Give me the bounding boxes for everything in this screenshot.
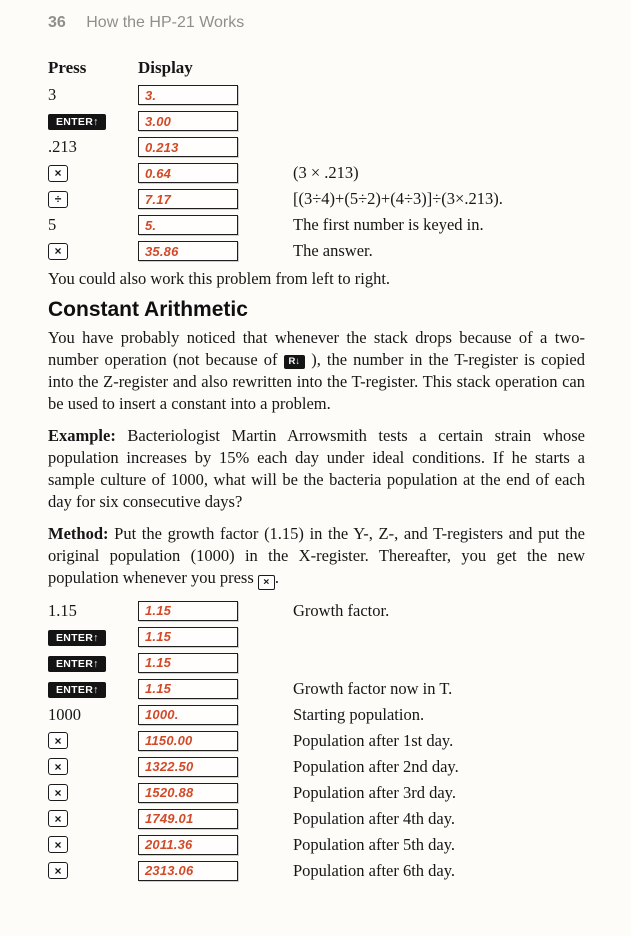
row-note: Starting population. xyxy=(293,704,425,724)
table-row xyxy=(48,624,585,650)
row-note: Population after 5th day. xyxy=(293,834,456,854)
calculator-display: 3. xyxy=(138,85,238,105)
table-row xyxy=(48,186,585,212)
multiply-key: × xyxy=(48,836,68,853)
calculator-display: 1520.88 xyxy=(138,783,238,803)
method-label: Method: xyxy=(48,524,109,543)
calculator-display: 0.64 xyxy=(138,163,238,183)
row-note: Population after 6th day. xyxy=(293,860,456,880)
table-row xyxy=(48,160,585,186)
row-note: The answer. xyxy=(293,241,373,260)
calculator-display: 1322.50 xyxy=(138,757,238,777)
table-row xyxy=(48,650,585,676)
example-label: Example: xyxy=(48,426,116,445)
table-row xyxy=(48,858,585,884)
divide-key: ÷ xyxy=(48,191,68,208)
multiply-key: × xyxy=(48,810,68,827)
roll-down-key: R↓ xyxy=(284,355,306,369)
calculator-display: 2011.36 xyxy=(138,835,238,855)
multiply-key: × xyxy=(48,758,68,775)
keystroke-table-2 xyxy=(48,598,585,884)
row-note: Growth factor. xyxy=(293,600,390,620)
calculator-display: 1.15 xyxy=(138,679,238,699)
enter-key: ENTER↑ xyxy=(48,682,106,699)
press-column-header: Press xyxy=(48,58,87,77)
table-row xyxy=(48,598,585,624)
calculator-display: 1.15 xyxy=(138,627,238,647)
enter-key: ENTER↑ xyxy=(48,630,106,647)
calculator-display: 1749.01 xyxy=(138,809,238,829)
row-note: The first number is keyed in. xyxy=(293,215,484,234)
keystroke-table-1 xyxy=(48,56,585,264)
page-number: 36 xyxy=(48,14,66,31)
table-row xyxy=(48,108,585,134)
row-note: [(3÷4)+(5÷2)+(4÷3)]÷(3×.213). xyxy=(293,189,503,208)
table-row xyxy=(48,676,585,702)
section-heading: Constant Arithmetic xyxy=(48,298,248,321)
table-row xyxy=(48,832,585,858)
calculator-display: 1.15 xyxy=(138,653,238,673)
table-row xyxy=(48,780,585,806)
multiply-key: × xyxy=(48,784,68,801)
calculator-display: 5. xyxy=(138,215,238,235)
multiply-key: × xyxy=(48,862,68,879)
multiply-key: × xyxy=(48,243,68,260)
calculator-display: 0.213 xyxy=(138,137,238,157)
row-note: Population after 4th day. xyxy=(293,808,456,828)
multiply-key: × xyxy=(48,732,68,749)
calculator-display: 7.17 xyxy=(138,189,238,209)
calculator-display: 1.15 xyxy=(138,601,238,621)
table-row xyxy=(48,212,585,238)
press-digit: 3 xyxy=(48,85,57,104)
table-row xyxy=(48,82,585,108)
press-digit: 5 xyxy=(48,215,57,234)
press-digit: 1000 xyxy=(48,704,81,724)
row-note: (3 × .213) xyxy=(293,163,359,182)
table-row xyxy=(48,702,585,728)
display-column-header: Display xyxy=(138,58,193,77)
calculator-display: 2313.06 xyxy=(138,861,238,881)
intro-paragraph: You have probably noticed that whenever the stack drops because of a two-number operation (not because of R↓ ), the number in the T-register is copied into the Z-register and also rewritten into the T-register. This stack operation can be used to insert a constant into a problem. xyxy=(48,328,585,413)
calculator-display: 35.86 xyxy=(138,241,238,261)
calculator-display: 3.00 xyxy=(138,111,238,131)
table-row xyxy=(48,238,585,264)
row-note: Growth factor now in T. xyxy=(293,678,453,698)
press-digit: 1.15 xyxy=(48,600,77,620)
row-note: Population after 2nd day. xyxy=(293,756,459,776)
enter-key: ENTER↑ xyxy=(48,656,106,673)
multiply-key: × xyxy=(48,165,68,182)
row-note: Population after 1st day. xyxy=(293,730,454,750)
table-row xyxy=(48,728,585,754)
page-title: How the HP-21 Works xyxy=(86,14,245,31)
method-paragraph: Method: Put the growth factor (1.15) in the Y-, Z-, and T-registers and put the original population (1000) in the X-register. Thereafter, you get the new population whenever you press × . xyxy=(48,524,585,588)
running-header xyxy=(48,14,585,32)
press-digit: .213 xyxy=(48,137,77,156)
table-header-row xyxy=(48,56,585,80)
calculator-display: 1000. xyxy=(138,705,238,725)
table-row xyxy=(48,806,585,832)
enter-key: ENTER↑ xyxy=(48,114,106,131)
table-row xyxy=(48,134,585,160)
calculator-display: 1150.00 xyxy=(138,731,238,751)
closing-line: You could also work this problem from left to right. xyxy=(48,269,391,288)
table-row xyxy=(48,754,585,780)
example-paragraph: Example: Bacteriologist Martin Arrowsmith tests a certain strain whose population increases by 15% each day under ideal conditions. If he starts a sample culture of 1000, what will be the bacteria population at the end of each day for six consecutive days? xyxy=(48,426,585,511)
multiply-key: × xyxy=(258,575,275,590)
row-note: Population after 3rd day. xyxy=(293,782,456,802)
